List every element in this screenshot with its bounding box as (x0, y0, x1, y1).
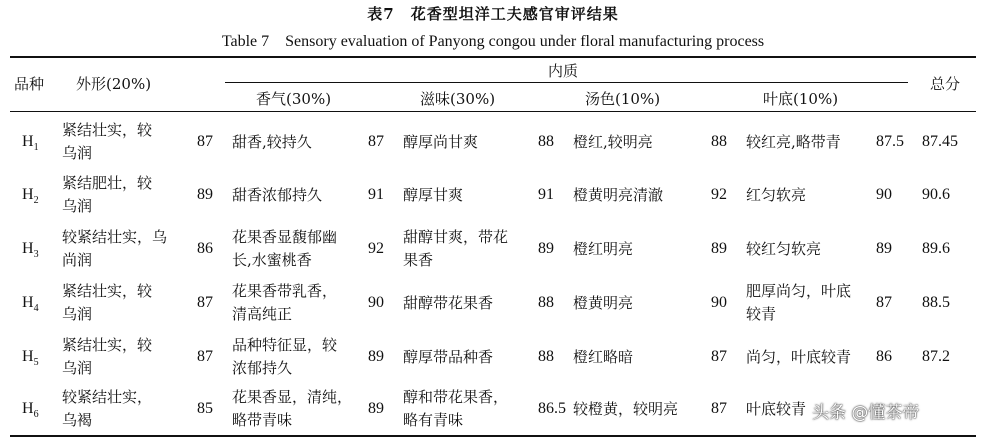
row-h6-taste-score: 86.5 (538, 400, 566, 417)
row-h2-taste-score: 91 (538, 186, 554, 203)
row-h1-taste-score: 88 (538, 133, 554, 150)
top-rule (10, 56, 976, 58)
row-h1-variety-code: $H_1$ (22, 133, 39, 154)
row-h4-variety-code: $H_4$ (22, 294, 39, 315)
header-intrinsic: 内质 (548, 62, 579, 80)
row-h6-leaf-desc: 叶底较青 (746, 399, 807, 418)
header-appearance: 外形(20%) (76, 75, 152, 93)
row-h3-liquor-score: 89 (711, 240, 727, 257)
row-h4-taste-desc: 甜醇带花果香 (403, 293, 494, 312)
table-caption-zh: 表7 花香型坦洋工夫感官审评结果 (367, 5, 619, 23)
row-h2-appearance-score: 89 (197, 186, 213, 203)
row-h3-leaf-desc: 较红匀软亮 (746, 239, 822, 258)
row-h5-aroma-desc: 品种特征显，较 浓郁持久 (232, 336, 338, 377)
row-h5-total: 87.2 (922, 348, 950, 365)
row-h1-liquor-score: 88 (711, 133, 727, 150)
header-aroma: 香气(30%) (256, 90, 332, 108)
row-h4-liquor-score: 90 (711, 294, 727, 311)
row-h1-appearance-desc: 紧结壮实，较 乌润 (62, 121, 153, 162)
row-h4-leaf-score: 87 (876, 294, 892, 311)
row-h3-appearance-desc: 较紧结壮实，乌 尚润 (62, 228, 168, 269)
row-h5-liquor-score: 87 (711, 348, 727, 365)
row-h5-appearance-desc: 紧结壮实，较 乌润 (62, 336, 153, 377)
row-h5-variety-code: $H_5$ (22, 348, 39, 369)
row-h2-leaf-score: 90 (876, 186, 892, 203)
row-h4-appearance-desc: 紧结壮实，较 乌润 (62, 282, 153, 323)
row-h6-aroma-desc: 花果香显，清纯， 略带青味 (232, 388, 353, 429)
row-h3-appearance-score: 86 (197, 240, 213, 257)
table-caption-en: Table 7 Sensory evaluation of Panyong congou under floral manufacturing process (221, 33, 765, 50)
row-h1-taste-desc: 醇厚尚甘爽 (403, 132, 479, 151)
row-h4-liquor-desc: 橙黄明亮 (573, 293, 634, 312)
row-h1-aroma-desc: 甜香,较持久 (232, 132, 312, 151)
row-h1-leaf-score: 87.5 (876, 133, 904, 150)
row-h1-total: 87.45 (922, 133, 958, 150)
header-rule (10, 111, 976, 112)
row-h1-leaf-desc: 较红亮,略带青 (746, 132, 841, 151)
row-h1-liquor-desc: 橙红,较明亮 (573, 132, 653, 151)
row-h2-liquor-desc: 橙黄明亮清澈 (573, 185, 664, 204)
header-variety: 品种 (14, 75, 45, 93)
row-h5-taste-score: 88 (538, 348, 554, 365)
row-h3-taste-score: 89 (538, 240, 554, 257)
header-liquor: 汤色(10%) (585, 90, 661, 108)
header-taste: 滋味(30%) (420, 90, 496, 108)
row-h3-aroma-desc: 花果香显馥郁幽 长,水蜜桃香 (232, 228, 338, 269)
row-h5-aroma-score: 89 (368, 348, 384, 365)
watermark: 头条 @懂茶帝 (812, 403, 920, 423)
row-h2-aroma-score: 91 (368, 186, 384, 203)
row-h3-liquor-desc: 橙红明亮 (573, 239, 634, 258)
row-h5-appearance-score: 87 (197, 348, 213, 365)
row-h4-appearance-score: 87 (197, 294, 213, 311)
row-h4-total: 88.5 (922, 294, 950, 311)
row-h2-taste-desc: 醇厚甘爽 (403, 185, 464, 204)
row-h5-leaf-score: 86 (876, 348, 892, 365)
row-h3-total: 89.6 (922, 240, 950, 257)
row-h3-taste-desc: 甜醇甘爽，带花 果香 (403, 228, 509, 269)
row-h6-liquor-desc: 较橙黄，较明亮 (573, 399, 679, 418)
row-h5-leaf-desc: 尚匀，叶底较青 (746, 347, 852, 366)
row-h6-appearance-score: 85 (197, 400, 213, 417)
row-h1-appearance-score: 87 (197, 133, 213, 150)
row-h3-leaf-score: 89 (876, 240, 892, 257)
row-h2-appearance-desc: 紧结肥壮，较 乌润 (62, 174, 153, 215)
bottom-rule (10, 435, 976, 437)
row-h6-appearance-desc: 较紧结壮实， 乌褐 (62, 388, 153, 429)
row-h3-variety-code: $H_3$ (22, 240, 39, 261)
row-h2-variety-code: $H_2$ (22, 186, 39, 207)
row-h6-liquor-score: 87 (711, 400, 727, 417)
row-h6-variety-code: $H_6$ (22, 400, 39, 421)
row-h6-taste-desc: 醇和带花果香， 略有青味 (403, 388, 509, 429)
header-leaf: 叶底(10%) (763, 90, 839, 108)
row-h2-aroma-desc: 甜香浓郁持久 (232, 185, 323, 204)
row-h2-total: 90.6 (922, 186, 950, 203)
row-h4-aroma-desc: 花果香带乳香， 清高纯正 (232, 282, 338, 323)
row-h2-leaf-desc: 红匀软亮 (746, 185, 807, 204)
row-h4-aroma-score: 90 (368, 294, 384, 311)
row-h4-taste-score: 88 (538, 294, 554, 311)
row-h1-aroma-score: 87 (368, 133, 384, 150)
row-h4-leaf-desc: 肥厚尚匀，叶底 较青 (746, 282, 852, 323)
row-h6-aroma-score: 89 (368, 400, 384, 417)
row-h5-taste-desc: 醇厚带品种香 (403, 347, 494, 366)
header-total: 总分 (930, 75, 961, 93)
row-h2-liquor-score: 92 (711, 186, 727, 203)
row-h5-liquor-desc: 橙红略暗 (573, 347, 634, 366)
row-h3-aroma-score: 92 (368, 240, 384, 257)
